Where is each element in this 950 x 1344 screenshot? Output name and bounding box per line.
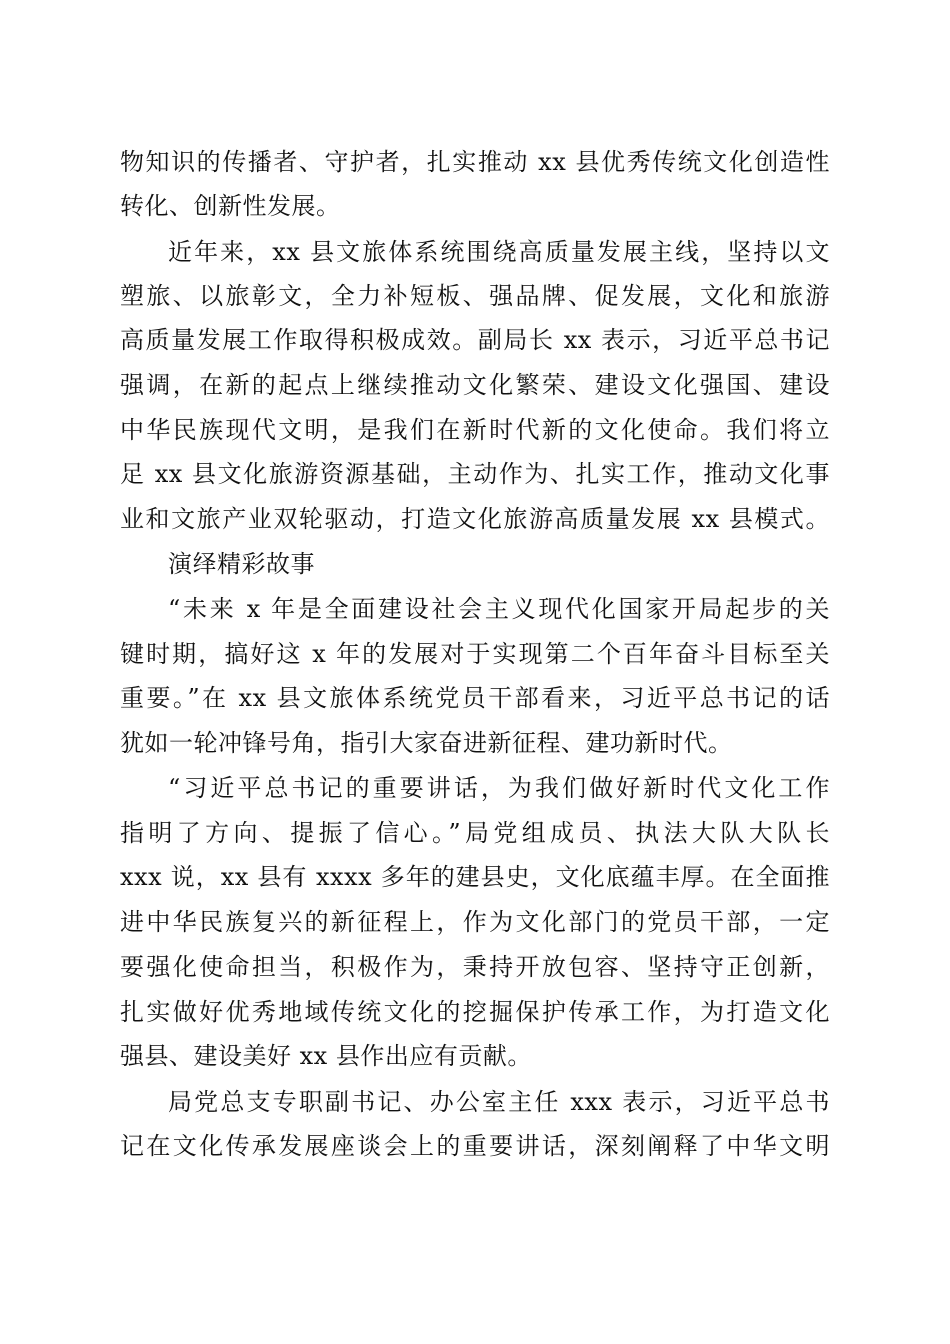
text-line: 中华民族现代文明，是我们在新时代新的文化使命。我们将立	[120, 416, 830, 444]
text-line: 局党总支专职副书记、办公室主任 xxx 表示，习近平总书	[168, 1088, 830, 1116]
text-line: 重要。”在 xx 县文旅体系统党员干部看来，习近平总书记的话	[120, 684, 830, 712]
text-line: 扎实做好优秀地域传统文化的挖掘保护传承工作，为打造文化	[120, 998, 830, 1026]
text-line: “习近平总书记的重要讲话，为我们做好新时代文化工作	[168, 774, 830, 802]
text-line: 高质量发展工作取得积极成效。副局长 xx 表示，习近平总书记	[120, 326, 830, 354]
text-line: 业和文旅产业双轮驱动，打造文化旅游高质量发展 xx 县模式。	[120, 505, 830, 533]
text-line: 记在文化传承发展座谈会上的重要讲话，深刻阐释了中华文明	[120, 1132, 830, 1160]
text-line: 塑旅、以旅彰文，全力补短板、强品牌、促发展，文化和旅游	[120, 282, 830, 310]
text-line: 足 xx 县文化旅游资源基础，主动作为、扎实工作，推动文化事	[120, 460, 830, 488]
text-line: 要强化使命担当，积极作为，秉持开放包容、坚持守正创新，	[120, 953, 830, 981]
text-line: xxx 说，xx 县有 xxxx 多年的建县史，文化底蕴丰厚。在全面推	[120, 863, 830, 891]
text-line: 转化、创新性发展。	[120, 192, 341, 220]
text-line: 犹如一轮冲锋号角，指引大家奋进新征程、建功新时代。	[120, 729, 733, 757]
text-line: 近年来，xx 县文旅体系统围绕高质量发展主线，坚持以文	[168, 238, 830, 266]
text-line: 物知识的传播者、守护者，扎实推动 xx 县优秀传统文化创造性	[120, 148, 830, 176]
text-line: 强县、建设美好 xx 县作出应有贡献。	[120, 1042, 532, 1070]
text-line: 强调，在新的起点上继续推动文化繁荣、建设文化强国、建设	[120, 371, 830, 399]
text-line: 键时期，搞好这 x 年的发展对于实现第二个百年奋斗目标至关	[120, 640, 830, 668]
text-line: 指明了方向、提振了信心。”局党组成员、执法大队大队长	[120, 819, 830, 847]
section-heading: 演绎精彩故事	[168, 550, 315, 578]
text-line: “未来 x 年是全面建设社会主义现代化国家开局起步的关	[168, 595, 830, 623]
text-line: 进中华民族复兴的新征程上，作为文化部门的党员干部，一定	[120, 908, 830, 936]
